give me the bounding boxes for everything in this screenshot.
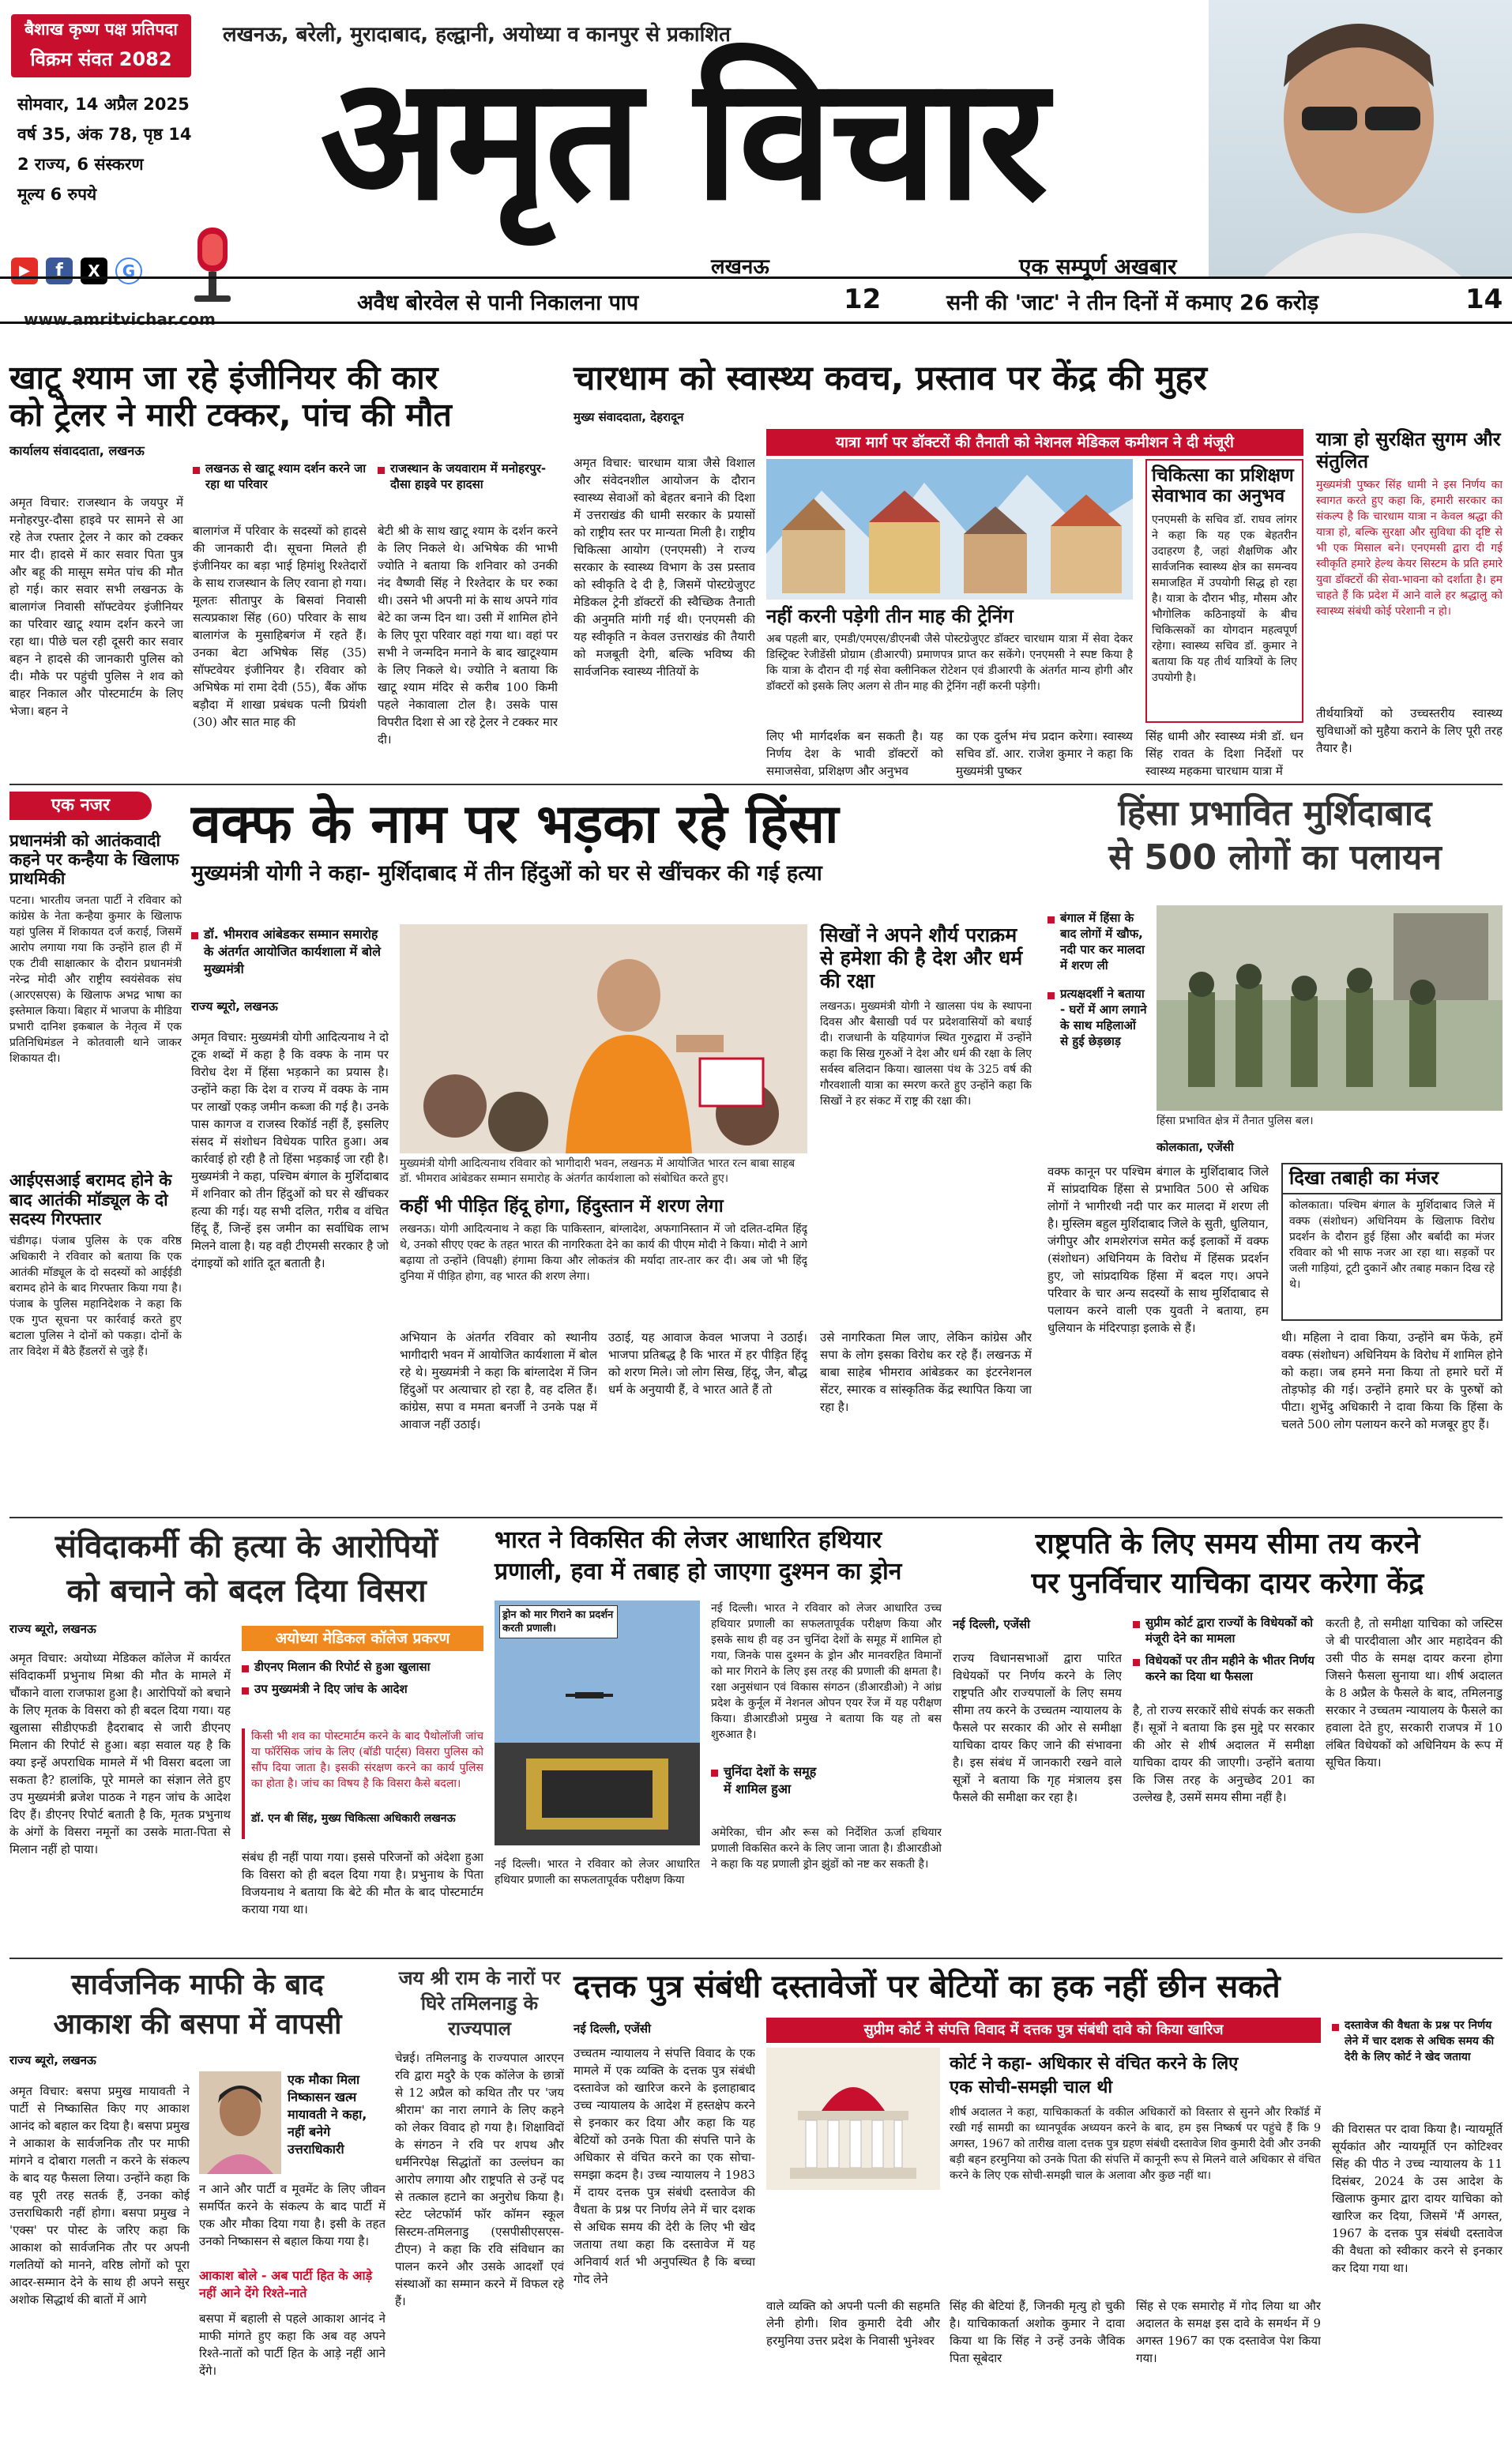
samvat: विक्रम संवत 2082 (30, 48, 172, 70)
sikh-box (820, 924, 1032, 1272)
body-col-2: न आने और पार्टी व मूवमेंट के लिए जीवन समर्पित करने के संकल्प के बाद पार्टी में एक और मौका दिया गया है। इसी के तहत उनको निष्कासन से बहाल किया गया है। (199, 2182, 386, 2248)
point-1: दस्तावेज की वैधता के प्रश्न पर निर्णय लेने में चार दशक से अधिक समय की देरी के लिए कोर्ट ने खेद जताया (1332, 2018, 1503, 2065)
points (191, 926, 389, 984)
tabahi-headline: दिखा तबाही का मंजर (1283, 1164, 1501, 1194)
headline: संविदाकर्मी की हत्या के आरोपियों को बचाने को बदल दिया विसरा (55, 1529, 438, 1609)
x-icon[interactable]: X (81, 258, 107, 284)
body: नई दिल्ली। भारत ने रविवार को लेजर आधारित उच्च हथियार प्रणाली का सफलतापूर्वक परीक्षण किया और इसके साथ ही वह उन चुनिंदा देशों के समूह में शामिल हो गया, जिनके पास दुश्मन के ड्रोन और मानवरहित विमानों को मार गिराने के लिए इस तरह की प्रणाली की क्षमता है। रक्षा अनुसंधान एवं विकास संगठन (डीआरडीओ) ने आंध्र प्रदेश के कुर्नूल में नेशनल ओपन एयर रेंज में यह परीक्षण किया। डीआरडीओ प्रमुख ने बताया कि यह तो बस शुरुआत है। (711, 1602, 942, 1741)
body-col-4: सिंह धामी और स्वास्थ्य मंत्री डॉ. धन सिंह रावत के दिशा निर्देशों पर स्वास्थ्य महकमा चारधाम यात्रा में (1145, 729, 1303, 778)
byline: कार्यालय संवाददाता, लखनऊ (9, 443, 145, 459)
body-col-4: सिंह से एक समारोह में गोद लिया था और अदालत के समक्ष इस दावे के समर्थन में 9 अगस्त 1967 का एक दस्तावेज पेश किया गया। (1136, 2299, 1321, 2365)
body-col-3: सिंह की बेटियां हैं, जिनकी मृत्यु हो चुकी है। याचिकाकर्ता अशोक कुमार ने दावा किया था कि सिंह ने उन्हें उनके जैविक पिता सूबेदार (950, 2299, 1125, 2365)
body-col-3: उठाई, यह आवाज केवल भाजपा ने उठाई। भाजपा प्रतिबद्ध है कि भारत में हर पीड़ित हिंदू को शरण मिले। जो लोग सिख, हिंदू, जैन, बौद्ध धर्म के अनुयायी हैं, वे भारत आते हैं तो (608, 1330, 807, 1397)
byline: राज्य ब्यूरो, लखनऊ (9, 1622, 96, 1636)
point-1: चुनिंदा देशों के समूह में शामिल हुआ (711, 1763, 822, 1798)
story-mayawati (9, 1965, 386, 2439)
headline: खाटू श्याम जा रहे इंजीनियर की कार को ट्रेलर ने मारी टक्कर, पांच की मौत (9, 359, 452, 434)
training-box (1145, 459, 1303, 723)
body-col-3: का एक दुर्लभ मंच प्रदान करेगा। स्वास्थ्य सचिव डॉ. आर. राजेश कुमार ने कहा कि मुख्यमंत्री पुष्कर (956, 729, 1133, 778)
story-laser (495, 1525, 942, 1951)
points (242, 1659, 483, 1703)
quote-box (242, 1728, 483, 1839)
point-1: सुप्रीम कोर्ट द्वारा राज्यों के विधेयकों को मंजूरी देने का मामला (1133, 1615, 1315, 1646)
headline: चारधाम को स्वास्थ्य कवच, प्रस्ताव पर केंद्र की मुहर (574, 359, 1207, 398)
divider (9, 1958, 1503, 1959)
body-col-3: करती है, तो समीक्षा याचिका को जस्टिस जे बी पारदीवाला और आर महादेवन की उसी पीठ के समक्ष दायर करना होगा जिसने फैसला सुनाया था। शीर्ष अदालत के 8 अप्रैल के फैसले के बाद, तमिलनाडु सरकार ने उच्चतम न्यायालय के फैसले का हवाला देते हुए, सरकारी राजपत्र में 10 लंबित विधेयकों को अधिनियम के रूप में सूचित किया। (1326, 1616, 1503, 1770)
points (1332, 2018, 1503, 2071)
body-col-2: लिए भी मार्गदर्शक बन सकती है। यह निर्णय देश के भावी डॉक्टरों को समाजसेवा, प्रशिक्षण और अनुभव (766, 729, 943, 778)
body-col-3: बसपा में बहाली से पहले आकाश आनंद ने माफी मांगते हुए कहा कि अब वह अपने रिश्ते-नातों को पार्टी हित के आड़े नहीं आने देंगे। (199, 2311, 386, 2378)
body-col-2: है, तो राज्य सरकारें सीधे संपर्क कर सकती हैं। सूत्रों ने बताया कि इस मुद्दे पर सरकार की ओर से शीर्ष अदालत में समीक्षा याचिका दायर की जाएगी। उन्होंने बताया कि जिस तरह के अनुच्छेद 201 का उल्लेख है, उसमें समय सीमा नहीं है। (1133, 1703, 1315, 1804)
brief-2-body: चंडीगढ़। पंजाब पुलिस के एक वरिष्ठ अधिकारी ने रविवार को बताया कि एक आतंकी मॉड्यूल के दो सदस्यों को आईईडी बरामद होने के बाद गिरफ्तार किया गया है। पंजाब के पुलिस महानिदेशक ने कहा कि एक गुप्त सूचना पर कार्रवाई करते हुए बटाला पुलिस ने दोनों को पकड़ा। दोनों के तार विदेश में बैठे हैंडलरों से जुड़े हैं। (9, 1234, 182, 1358)
body-col-1: अमृत विचार: बसपा प्रमुख मायावती ने पार्टी से निष्कासित किए गए आकाश आनंद को बहाल कर दिया है। बसपा प्रमुख ने आकाश के सार्वजनिक तौर पर माफी मांगने व दोबारा गलती न करने के संकल्प के बाद यह फैसला लिया। उन्होंने कहा कि वह पूरी तरह सतर्क हैं, उनका कोई उत्तराधिकारी नहीं होगा। बसपा प्रमुख ने 'एक्स' पर पोस्ट के जरिए कहा कि आकाश को सार्वजनिक तौर पर अपनी गलतियों को मानने, वरिष्ठ लोगों को पूरा आदर-सम्मान देने के साथ ही अपने ससुर अशोक सिद्धार्थ की बातों में आगे (9, 2084, 190, 2307)
points (711, 1763, 822, 1804)
body-col-5: की विरासत पर दावा किया है। न्यायमूर्ति सूर्यकांत और न्यायमूर्ति एन कोटिश्वर सिंह की पीठ ने उच्च न्यायालय के 11 दिसंबर, 2024 के उस आदेश के खिलाफ कुमार द्वारा दायर याचिका को खारिज कर दिया, जिसमें 'मैं अगस्त, 1967 के दत्तक पुत्र संबंधी दस्तावेज की वैधता को स्वीकार करने से इनकार कर दिया गया था। (1332, 2122, 1503, 2275)
side-body: मुख्यमंत्री पुष्कर सिंह धामी ने इस निर्णय का स्वागत करते हुए कहा कि, हमारी सरकार का संकल्प है कि चारधाम यात्रा न केवल श्रद्धा की यात्रा हो, बल्कि सुरक्षा और सुविधा की दृष्टि से भी एक मिसाल बने। एनएमसी द्वारा दी गई स्वीकृति हमारे हेल्थ केयर सिस्टम के प्रति हमारे युवा डॉक्टरों की सेवा-भावना को दर्शाता है। हम चाहते हैं कि प्रदेश में आने वाले हर श्रद्धालु को स्वास्थ्य संबंधी कोई परेशानी न हो। (1316, 479, 1503, 619)
points (1047, 910, 1147, 1055)
point-2: राजस्थान के जयवाराम में मनोहरपुर-दौसा हाइवे पर हादसा (378, 461, 551, 494)
teaser-2[interactable]: सनी की 'जाट' ने तीन दिनों में कमाए 26 करोड़ (946, 291, 1319, 315)
story-waqf (191, 792, 1036, 1510)
chardham-temples-photo (766, 459, 1133, 600)
headline: हिंसा प्रभावित मुर्शिदाबाद से 500 लोगों का पलायन (1108, 793, 1442, 878)
ek-nazar-label: एक नजर (9, 792, 152, 820)
side-headline: यात्रा हो सुरक्षित सुगम और संतुलित (1316, 428, 1501, 472)
body-col-1: अमृत विचार: मुख्यमंत्री योगी आदित्यनाथ ने दो टूक शब्दों में कहा है कि वक्फ के नाम पर विरोध देश में हिंसा भड़काने का प्रयास है। उन्होंने कहा कि देश व राज्य में वक्फ के नाम पर लाखों एकड़ जमीन कब्जा की गई है। उनके पास कागज व राजस्व रिकॉर्ड नहीं हैं, इसलिए संसद में संशोधन विधेयक पारित हुआ। अब कार्रवाई हो रही है तो हिंसा भड़काई जा रही है। मुख्यमंत्री ने कहा, पश्चिम बंगाल के मुर्शिदाबाद में शनिवार को तीन हिंदुओं को घर से खींचकर हत्या की गई। यह सभी दलित, गरीब व वंचित हिंदू हैं, जिन्हें इस जमीन का सर्वाधिक लाभ मिलने वाला है। यह वही टीएमसी सरकार है जो दंगाइयों को शांति दूत बताती है। (191, 1030, 389, 1270)
supreme-court-photo (766, 2048, 940, 2190)
byline: राज्य ब्यूरो, लखनऊ (191, 999, 278, 1014)
body-3: नई दिल्ली। भारत ने रविवार को लेजर आधारित हथियार प्रणाली का सफलतापूर्वक परीक्षण किया (495, 1858, 700, 1886)
volume: वर्ष 35, अंक 78, पृष्ठ 14 (17, 125, 192, 144)
story-murshidabad (1047, 792, 1503, 1510)
byline: नई दिल्ली, एजेंसी (574, 2022, 651, 2036)
byline: नई दिल्ली, एजेंसी (953, 1617, 1030, 1631)
body-col-3: बेटी श्री के साथ खाटू श्याम के दर्शन करने के लिए निकले थे। अभिषेक की भाभी ज्योति ने बताया कि शनिवार को उनकी नंद वैष्णवी सिंह ने रिश्तेदार के घर रुका थी। उसने भी अपनी मां के साथ अपने गांव बेटे का जन्म दिन था। उसी में शामिल होने के लिए पूरा परिवार वहां गया था। वहां पर सभी ने जन्मदिन मनाने के बाद खाटूश्याम के लिए निकले थे। ज्योति ने बताया कि खाटू श्याम मंदिर से करीब 100 किमी पहले नेकावाला टोल है। उसके पास विपरीत दिशा से आ रहे ट्रेलर ने टक्कर मार दी। (378, 524, 558, 747)
body-2: अमेरिका, चीन और रूस को निर्देशित ऊर्जा हथियार प्रणाली विकसित करने के लिए जाना जाता है। डीआरडीओ ने कहा कि यह प्रणाली ड्रोन झुंडों को नष्ट कर सकती है। (711, 1826, 942, 1871)
brief-1-headline: प्रधानमंत्री को आतंकवादी कहने पर कन्हैया के खिलाफ प्राथमिकी (9, 831, 179, 889)
date: सोमवार, 14 अप्रैल 2025 (17, 95, 190, 114)
actor-portrait (1209, 0, 1512, 276)
body: चेन्नई। तमिलनाडु के राज्यपाल आरएन रवि द्वारा मदुरै के एक कॉलेज के छात्रों से 12 अप्रैल को कथित तौर पर 'जय श्रीराम' का नारा लगाने के लिए कहने को लेकर विवाद हो गया है। शिक्षाविदों के संगठन ने रवि पर शपथ और धर्मनिरपेक्ष सिद्धांतों का उल्लंघन का आरोप लगाया और राष्ट्रपति से उन्हें पद से तत्काल हटाने का अनुरोध किया है। स्टेट प्लेटफॉर्म फॉर कॉमन स्कूल सिस्टम-तमिलनाडु (एसपीसीएसएस-टीएन) ने कहा कि रवि संविधान का पालन करने और उसके आदर्शों एवं संस्थाओं का सम्मान करने में विफल रहे हैं। (395, 2051, 564, 2308)
byline: राज्य ब्यूरो, लखनऊ (9, 2053, 96, 2067)
youtube-icon[interactable]: ▶ (11, 258, 38, 284)
teaser-1[interactable]: अवैध बोरवेल से पानी निकालना पाप (357, 291, 639, 315)
tabahi-box (1281, 1163, 1503, 1321)
byline: मुख्य संवाददाता, देहरादून (574, 410, 684, 425)
tithi-box (11, 14, 191, 77)
body-col-1: वक्फ कानून पर पश्चिम बंगाल के मुर्शिदाबाद जिले में सांप्रदायिक हिंसा से प्रभावित 500 से अधिक लोगों ने भागीरथी नदी पार कर मालदा में शरण ली है। मुस्लिम बहुल मुर्शिदाबाद जिले के सुती, धुलियान, जंगीपुर और शमशेरगंज समेत कई इलाकों में वक्फ (संशोधन) अधिनियम के विरोध में हिंसक प्रदर्शन हुए, जो सांप्रदायिक हिंसा में बदल गए। अपने परिवार के चार अन्य सदस्यों के साथ मुर्शिदाबाद से पलायन करने वाली एक युवती ने बताया, हम धुलियान के मंदिरपाड़ा इलाके से हैं। (1047, 1164, 1269, 1335)
facebook-icon[interactable]: f (46, 258, 73, 284)
laser-drone-photo (495, 1601, 700, 1845)
headline: भारत ने विकसित की लेजर आधारित हथियार प्रणाली, हवा में तबाह हो जाएगा दुश्मन का ड्रोन (495, 1526, 902, 1585)
points (193, 461, 556, 500)
website[interactable]: www.amritvichar.com (24, 310, 216, 329)
story-president (953, 1525, 1503, 1951)
body-col-2: वाले व्यक्ति को अपनी पत्नी की सहमति लेनी होगी। शिव कुमारी देवी और हरमुनिया उत्तर प्रदेश के निवासी भुनेश्वर (766, 2299, 940, 2348)
body-col-1: अमृत विचार: राजस्थान के जयपुर में मनोहरपुर-दौसा हाइवे पर सामने से आ रहे तेज रफ्तार ट्रेलर ने कार को टक्कर मार दी। हादसे में कार सवार पिता पुत्र और बहू की मासूम समेत पांच की मौत हो गई। कार सवार सभी लखनऊ के बालागंज निवासी सॉफ्टवेयर इंजीनियर का परिवार खाटू श्याम दर्शन करने जा रहा था। पीछे चल रही दूसरी कार सवार बहन ने हादसे की जानकारी पुलिस को दी। मौके पर पहुंची पुलिस ने शव को बाहर निकाल और पोस्टमार्टम के लिए भेजा। बहन ने (9, 495, 183, 718)
pidit-headline: कहीं भी पीड़ित हिंदू होगा, हिंदुस्तान में शरण लेगा (400, 1196, 724, 1217)
case-bar: अयोध्या मेडिकल कॉलेज प्रकरण (242, 1626, 483, 1651)
point-1: बंगाल में हिंसा के बाद लोगों में खौफ, नदी पार कर मालदा में शरण ली (1047, 910, 1147, 973)
mayawati-photo (199, 2071, 281, 2174)
tagline: एक सम्पूर्ण अखबार (1019, 254, 1177, 280)
story-samvidakarmi (9, 1525, 483, 1951)
cm-yogi-photo (400, 924, 807, 1153)
sikh-headline: सिखों ने अपने शौर्य पराक्रम से हमेशा की है देश और धर्म की रक्षा (820, 923, 1023, 992)
story-khatu (9, 359, 561, 778)
training-headline: नहीं करनी पड़ेगी तीन माह की ट्रेनिंग (766, 605, 1014, 627)
aakash-quote: आकाश बोले - अब पार्टी हित के आड़े नहीं आने देंगे रिश्ते-नाते (199, 2268, 373, 2300)
brief-2-headline: आईएसआई बरामद होने के बाद आतंकी मॉड्यूल के दो सदस्य गिरफ्तार (9, 1171, 172, 1228)
headline: वक्फ के नाम पर भड़का रहे हिंसा (191, 793, 839, 856)
body-col-2: बालागंज में परिवार के सदस्यों को हादसे की जानकारी दी। सूचना मिलते ही इंजीनियर का बड़ा भाई हिमांशु रिश्तेदारों के साथ राजस्थान के लिए रवाना हो गया। मूलतः सीतापुर के बिसवां निवासी सत्यप्रकाश सिंह (60) परिवार के साथ बालागंज के मुसाहिबगंज में रहते हैं। उनका बेटा अभिषेक सिंह (35) सॉफ्टवेयर इंजीनियर है। रविवार को अभिषेक मां रामा देवी (55), बैंक ऑफ बड़ौदा में शाखा प्रबंधक पत्नी प्रियंशी (30) और सात माह की (193, 524, 367, 729)
story-chardham (574, 359, 1503, 778)
masthead (0, 0, 1512, 352)
divider (9, 784, 1503, 785)
point-1: डीएनए मिलान की रिपोर्ट से हुआ खुलासा (242, 1659, 483, 1675)
price: मूल्य 6 रुपये (17, 185, 97, 204)
story-tamilnadu (395, 1965, 564, 2439)
teaser-bar (0, 276, 1512, 324)
side-body-2: तीर्थयात्रियों को उच्चस्तरीय स्वास्थ्य सुविधाओं को मुहैया कराने के लिए पूरी तरह तैयार है। (1316, 706, 1503, 756)
teaser-2-page: 14 (1465, 284, 1503, 315)
box-headline: चिकित्सा का प्रशिक्षण सेवाभाव का अनुभव (1152, 465, 1294, 507)
quote-by: डॉ. एन बी सिंह, मुख्य चिकित्सा अधिकारी लखनऊ (251, 1812, 456, 1825)
body-col-2: अभियान के अंतर्गत रविवार को स्थानीय भागीदारी भवन में आयोजित कार्यशाला में बोल रहे थे। मुख्यमंत्री ने कहा कि बांग्लादेश में जिन हिंदुओं पर अत्याचार हो रहा है, वह दलित हैं। कांग्रेस, सपा व ममता बनर्जी ने उनके पक्ष में आवाज नहीं उठाई। (400, 1330, 597, 1431)
body-col-1: अमृत विचार: अयोध्या मेडिकल कॉलेज में कार्यरत संविदाकर्मी प्रभुनाथ मिश्रा की मौत के मामले में चौंकाने वाला राजफाश हुआ है। आरोपियों को बचाने के लिए मृतक के विसरा को ही बदल दिया गया। यह खुलासा सीडीएफडी हैदराबाद से जारी डीएनए मिलान की रिपोर्ट से हुआ। बड़ा सवाल यह है कि क्या इन्हें अपराधिक मामले में भी विसरा बदला जा सकता है? हालांकि, पूरे मामले का संज्ञान लेते हुए उप मुख्यमंत्री ब्रजेश पाठक ने गहन जांच के आदेश दिए हैं। डीएनए रिपोर्ट बताती है कि, मृतक प्रभुनाथ के अंगों के विसरा नमूनों का उसके माता-पिता से मिलान नहीं हो पाया। (9, 1651, 231, 1856)
quote: किसी भी शव का पोस्टमार्टम करने के बाद पैथोलॉजी जांच या फॉरेंसिक जांच के लिए (बॉडी पार्ट्स) विसरा पुलिस को सौंप दिया जाता है। इसकी संरक्षण करने का कार्य पुलिस का होता है। जांच का विषय है कि विसरा कैसे बदला। (251, 1730, 483, 1790)
training-body: अब पहली बार, एमडी/एमएस/डीएनबी जैसे पोस्टग्रेजुएट डॉक्टर चारधाम यात्रा में सेवा देकर डिस्ट्रिक्ट रेजीडेंसी प्रोग्राम (डीआरपी) प्रमाणपत्र प्राप्त कर सकेंगे। एनएमसी ने स्पष्ट किया है कि यात्रा के दौरान दी गई सेवा क्लीनिकल रोटेशन एवं डीआरपी के अंतर्गत मान्य होगी और डॉक्टरों को इसके लिए अलग से तीन माह की ट्रेनिंग नहीं करनी पड़ेगी। (766, 633, 1133, 693)
headline: दत्तक पुत्र संबंधी दस्तावेजों पर बेटियों का हक नहीं छीन सकते (574, 1969, 1281, 2005)
point-2: प्रत्यक्षदर्शी ने बताया - घरों में आग लगाने के साथ महिलाओं से हुई छेड़छाड़ (1047, 986, 1147, 1049)
point-2: विधेयकों पर तीन महीने के भीतर निर्णय करने का दिया था फैसला (1133, 1653, 1315, 1684)
headline: जय श्री राम के नारों पर घिरे तमिलनाडु के राज्यपाल (398, 1967, 561, 2040)
teaser-1-page: 12 (844, 284, 882, 315)
center-headline: कोर्ट ने कहा- अधिकार से वंचित करने के लिए एक सोची-समझी चाल थी (950, 2054, 1239, 2097)
side-box (1316, 429, 1503, 778)
body-col-1: अमृत विचार: चारधाम यात्रा जैसे विशाल और संवेदनशील आयोजन के दौरान स्वास्थ्य सेवाओं को बेहतर बनाने की दिशा में उत्तराखंड की धामी सरकार के प्रयासों को राष्ट्रीय स्तर पर मान्यता मिली है। राष्ट्रीय चिकित्सा आयोग (एनएमसी) ने राज्य सरकार के स्वास्थ्य विभाग के उस प्रस्ताव को स्वीकृति दे दी है, जिसमें पोस्टग्रेजुएट मेडिकल ट्रेनी डॉक्टरों की स्वैच्छिक तैनाती की अनुमति मांगी गई थी। एनएमसी की यह स्वीकृति न केवल उत्तराखंड की तैयारी को मजबूती देगी, बल्कि भविष्य की सार्वजनिक स्वास्थ्य नीतियों के (574, 456, 755, 679)
byline: कोलकाता, एजेंसी (1157, 1140, 1234, 1154)
tabahi-body: कोलकाता। पश्चिम बंगाल के मुर्शिदाबाद जिले में वक्फ (संशोधन) अधिनियम के खिलाफ विरोध प्रदर्शन के दौरान हुई हिंसा और बर्बादी का मंजर रविवार को भी साफ नजर आ रहा था। सड़कों पर जली गाड़ियां, टूटी दुकानें और तबाह मकान दिख रहे थे। (1289, 1198, 1495, 1291)
photo-caption: मुख्यमंत्री योगी आदित्यनाथ रविवार को भागीदारी भवन, लखनऊ में आयोजित भारत रत्न बाबा साहब डॉ. भीमराव आंबेडकर सम्मान समारोह के अंतर्गत कार्यशाला को संबोधित करते हुए। (400, 1157, 795, 1185)
body-col-2: संबंध ही नहीं पाया गया। इससे परिजनों को अंदेशा हुआ कि विसरा को ही बदल दिया गया है। प्रभुनाथ के पिता विजयनाथ ने बताया कि बेटे की मौत के बाद पोस्टमार्टम कराया गया था। (242, 1850, 483, 1917)
body-col-1: उच्चतम न्यायालय ने संपत्ति विवाद के एक मामले में एक व्यक्ति के दत्तक पुत्र संबंधी दस्तावेज को खारिज करने के इलाहाबाद उच्च न्यायालय के आदेश में हस्तक्षेप करने से इनकार कर दिया और कहा कि यह बेटियों को उनके पिता की संपत्ति पाने के अधिकार से वंचित करने का एक सोचा-समझा कदम है। उच्च न्यायालय ने 1983 में दायर दत्तक पुत्र संबंधी दस्तावेज की वैधता के प्रश्न पर निर्णय लेने में चार दशक से अधिक समय की देरी के लिए भी खेद जताया तथा कहा कि दस्तावेज में यह अनिवार्य शर्त भी अनुपस्थित है कि बच्चा गोद लेने (574, 2046, 755, 2286)
photo-label: ड्रोन को मार गिराने का प्रदर्शन करती प्रणाली। (499, 1605, 618, 1638)
divider (9, 1517, 1503, 1518)
headline: सार्वजनिक माफी के बाद आकाश की बसपा में वापसी (53, 1969, 342, 2041)
box-text: एक मौका मिला निष्कासन खत्म मायावती ने कहा, नहीं बनेगे उत्तराधिकारी (288, 2072, 367, 2157)
center-body: शीर्ष अदालत ने कहा, याचिकाकर्ता के वकील अधिकारों को विस्तार से सुनने और रिकॉर्ड में रखी गई सामग्री का ध्यानपूर्वक अध्ययन करने के बाद, हम इस निष्कर्ष पर पहुंचे हैं कि 9 अगस्त, 1967 को तारीख वाला दत्तक पुत्र ग्रहण संबंधी दस्तावेज शिव कुमारी देवी और उनकी बड़ी बहन हरमुनिया को उनके पिता की संपत्ति में कानूनी रूप से मिलने वाले अधिकार से वंचित करने के लिए एक सोची-समझी चाल के अलावा और कुछ नहीं था। (950, 2106, 1321, 2182)
subhead: मुख्यमंत्री योगी ने कहा- मुर्शिदाबाद में तीन हिंदुओं को घर से खींचकर की गई हत्या (191, 861, 822, 886)
body-col-2: थी। महिला ने दावा किया, उन्होंने बम फेंके, हमें वक्फ (संशोधन) अधिनियम के विरोध में शामिल होने को कहा। जब हमने मना किया तो हमारे घरों में तोड़फोड़ की गई। उन्होंने हमारे घर के पुरुषों को पीटा। शुभेंदु अधिकारी ने दावा किया कि हिंसा के चलते 500 लोग पलायन करने को मजबूर हुए हैं। (1281, 1330, 1503, 1431)
verdict-bar: सुप्रीम कोर्ट ने संपत्ति विवाद में दत्तक पुत्र संबंधी दावे को किया खारिज (766, 2018, 1321, 2043)
point-1: डॉ. भीमराव आंबेडकर सम्मान समारोह के अंतर्गत आयोजित कार्यशाला में बोले मुख्यमंत्री (191, 926, 389, 978)
point-1: लखनऊ से खाटू श्याम दर्शन करने जा रहा था परिवार (193, 461, 367, 494)
editions: लखनऊ, बरेली, मुरादाबाद, हल्द्वानी, अयोध्या व कानपुर से प्रकाशित (223, 23, 731, 47)
body-col-1: राज्य विधानसभाओं द्वारा पारित विधेयकों पर निर्णय करने के लिए राष्ट्रपति और राज्यपालों के लिए समय सीमा तय करने के उच्चतम न्यायालय के फैसले पर सरकार की ओर से समीक्षा याचिका दायर किए जाने की संभावना है। इस संबंध में जानकारी रखने वाले सूत्रों ने बताया कि गृह मंत्रालय इस फैसले की समीक्षा कर रहा है। (953, 1651, 1122, 1804)
edition-count: 2 राज्य, 6 संस्करण (17, 155, 144, 174)
approval-bar: यात्रा मार्ग पर डॉक्टरों की तैनाती को नेशनल मेडिकल कमीशन ने दी मंजूरी (766, 429, 1303, 456)
point-2: उप मुख्यमंत्री ने दिए जांच के आदेश (242, 1681, 483, 1697)
title-city: लखनऊ (711, 255, 769, 279)
story-dattak (574, 1965, 1503, 2439)
box-body: एनएमसी के सचिव डॉ. राघव लांगर ने कहा कि यह एक बेहतरीन उदाहरण है, जहां शैक्षणिक और सार्वजनिक स्वास्थ्य क्षेत्र का समन्वय समाजहित में उपयोगी सिद्ध हो रहा है। यात्रा के दौरान भीड़, मौसम और भौगोलिक कठिनाइयों के बीच चिकित्सकों का योगदान महत्वपूर्ण रहेगा। स्वास्थ्य सचिव डॉ. कुमार ने बताया कि यह तीर्थ यात्रियों के लिए उपयोगी है। (1152, 513, 1297, 684)
tithi: बैशाख कृष्ण पक्ष प्रतिपदा (24, 20, 178, 39)
newspaper-title: अमृत विचार (320, 39, 1045, 238)
police-force-photo (1157, 905, 1503, 1111)
pidit-box (400, 1196, 807, 1315)
photo-caption: हिंसा प्रभावित क्षेत्र में तैनात पुलिस बल। (1157, 1115, 1314, 1127)
sikh-body: लखनऊ। मुख्यमंत्री योगी ने खालसा पंथ के स्थापना दिवस और बैसाखी पर्व पर प्रदेशवासियों को बधाई दी। राजधानी के यहियागंज स्थित गुरुद्वारा में उन्होंने कहा कि सिख गुरुओं ने देश और धर्म की रक्षा के लिए सर्वस्व बलिदान किया। खालसा पंथ के 325 वर्ष की गौरवशाली यात्रा का स्मरण करते हुए उन्होंने कहा कि सिखों ने हर संकट में राष्ट्र की रक्षा की। (820, 1000, 1032, 1108)
points (1133, 1615, 1315, 1691)
pidit-body: लखनऊ। योगी आदित्यनाथ ने कहा कि पाकिस्तान, बांग्लादेश, अफगानिस्तान में जो दलित-दमित हिंदू थे, उनको सीएए एक्ट के तहत भारत की नागरिकता देने का कार्य की पीएम मोदी ने किया। मोदी ने आगे बढ़ाया तो उन्होंने (विपक्षी) हंगामा किया और लोकतंत्र की मर्यादा तार-तार कर दी। अब जो भी हिंदू दुनिया में पीड़ित होगा, वह भारत की शरण लेगा। (400, 1223, 807, 1284)
ek-nazar-column (9, 792, 182, 1510)
brief-1-body: पटना। भारतीय जनता पार्टी ने रविवार को कांग्रेस के नेता कन्हैया कुमार के खिलाफ यहां पुलिस में शिकायत दर्ज कराई, जिसमें आरोप लगाया गया कि उन्होंने हाल ही में एक टीवी साक्षात्कार के दौरान प्रधानमंत्री नरेन्द्र मोदी और राष्ट्रीय स्वयंसेवक संघ (आरएसएस) के खिलाफ अभद्र भाषा का इस्तेमाल किया। बिहार में भाजपा के मीडिया प्रभारी दानिश इकबाल के नेतृत्व में एक प्रतिनिधिमंडल ने कोतवाली थाने जाकर शिकायत दी। (9, 894, 182, 1066)
google-icon[interactable]: G (115, 258, 142, 284)
body-col-4: उसे नागरिकता मिल जाए, लेकिन कांग्रेस और सपा के लोग इसका विरोध कर रहे हैं। लखनऊ में बाबा साहेब भीमराव आंबेडकर का इंटरनेशनल सेंटर, स्मारक व सांस्कृतिक केंद्र स्थापित किया जा रहा है। (820, 1330, 1032, 1414)
headline: राष्ट्रपति के लिए समय सीमा तय करने पर पुनर्विचार याचिका दायर करेगा केंद्र (1031, 1528, 1424, 1600)
